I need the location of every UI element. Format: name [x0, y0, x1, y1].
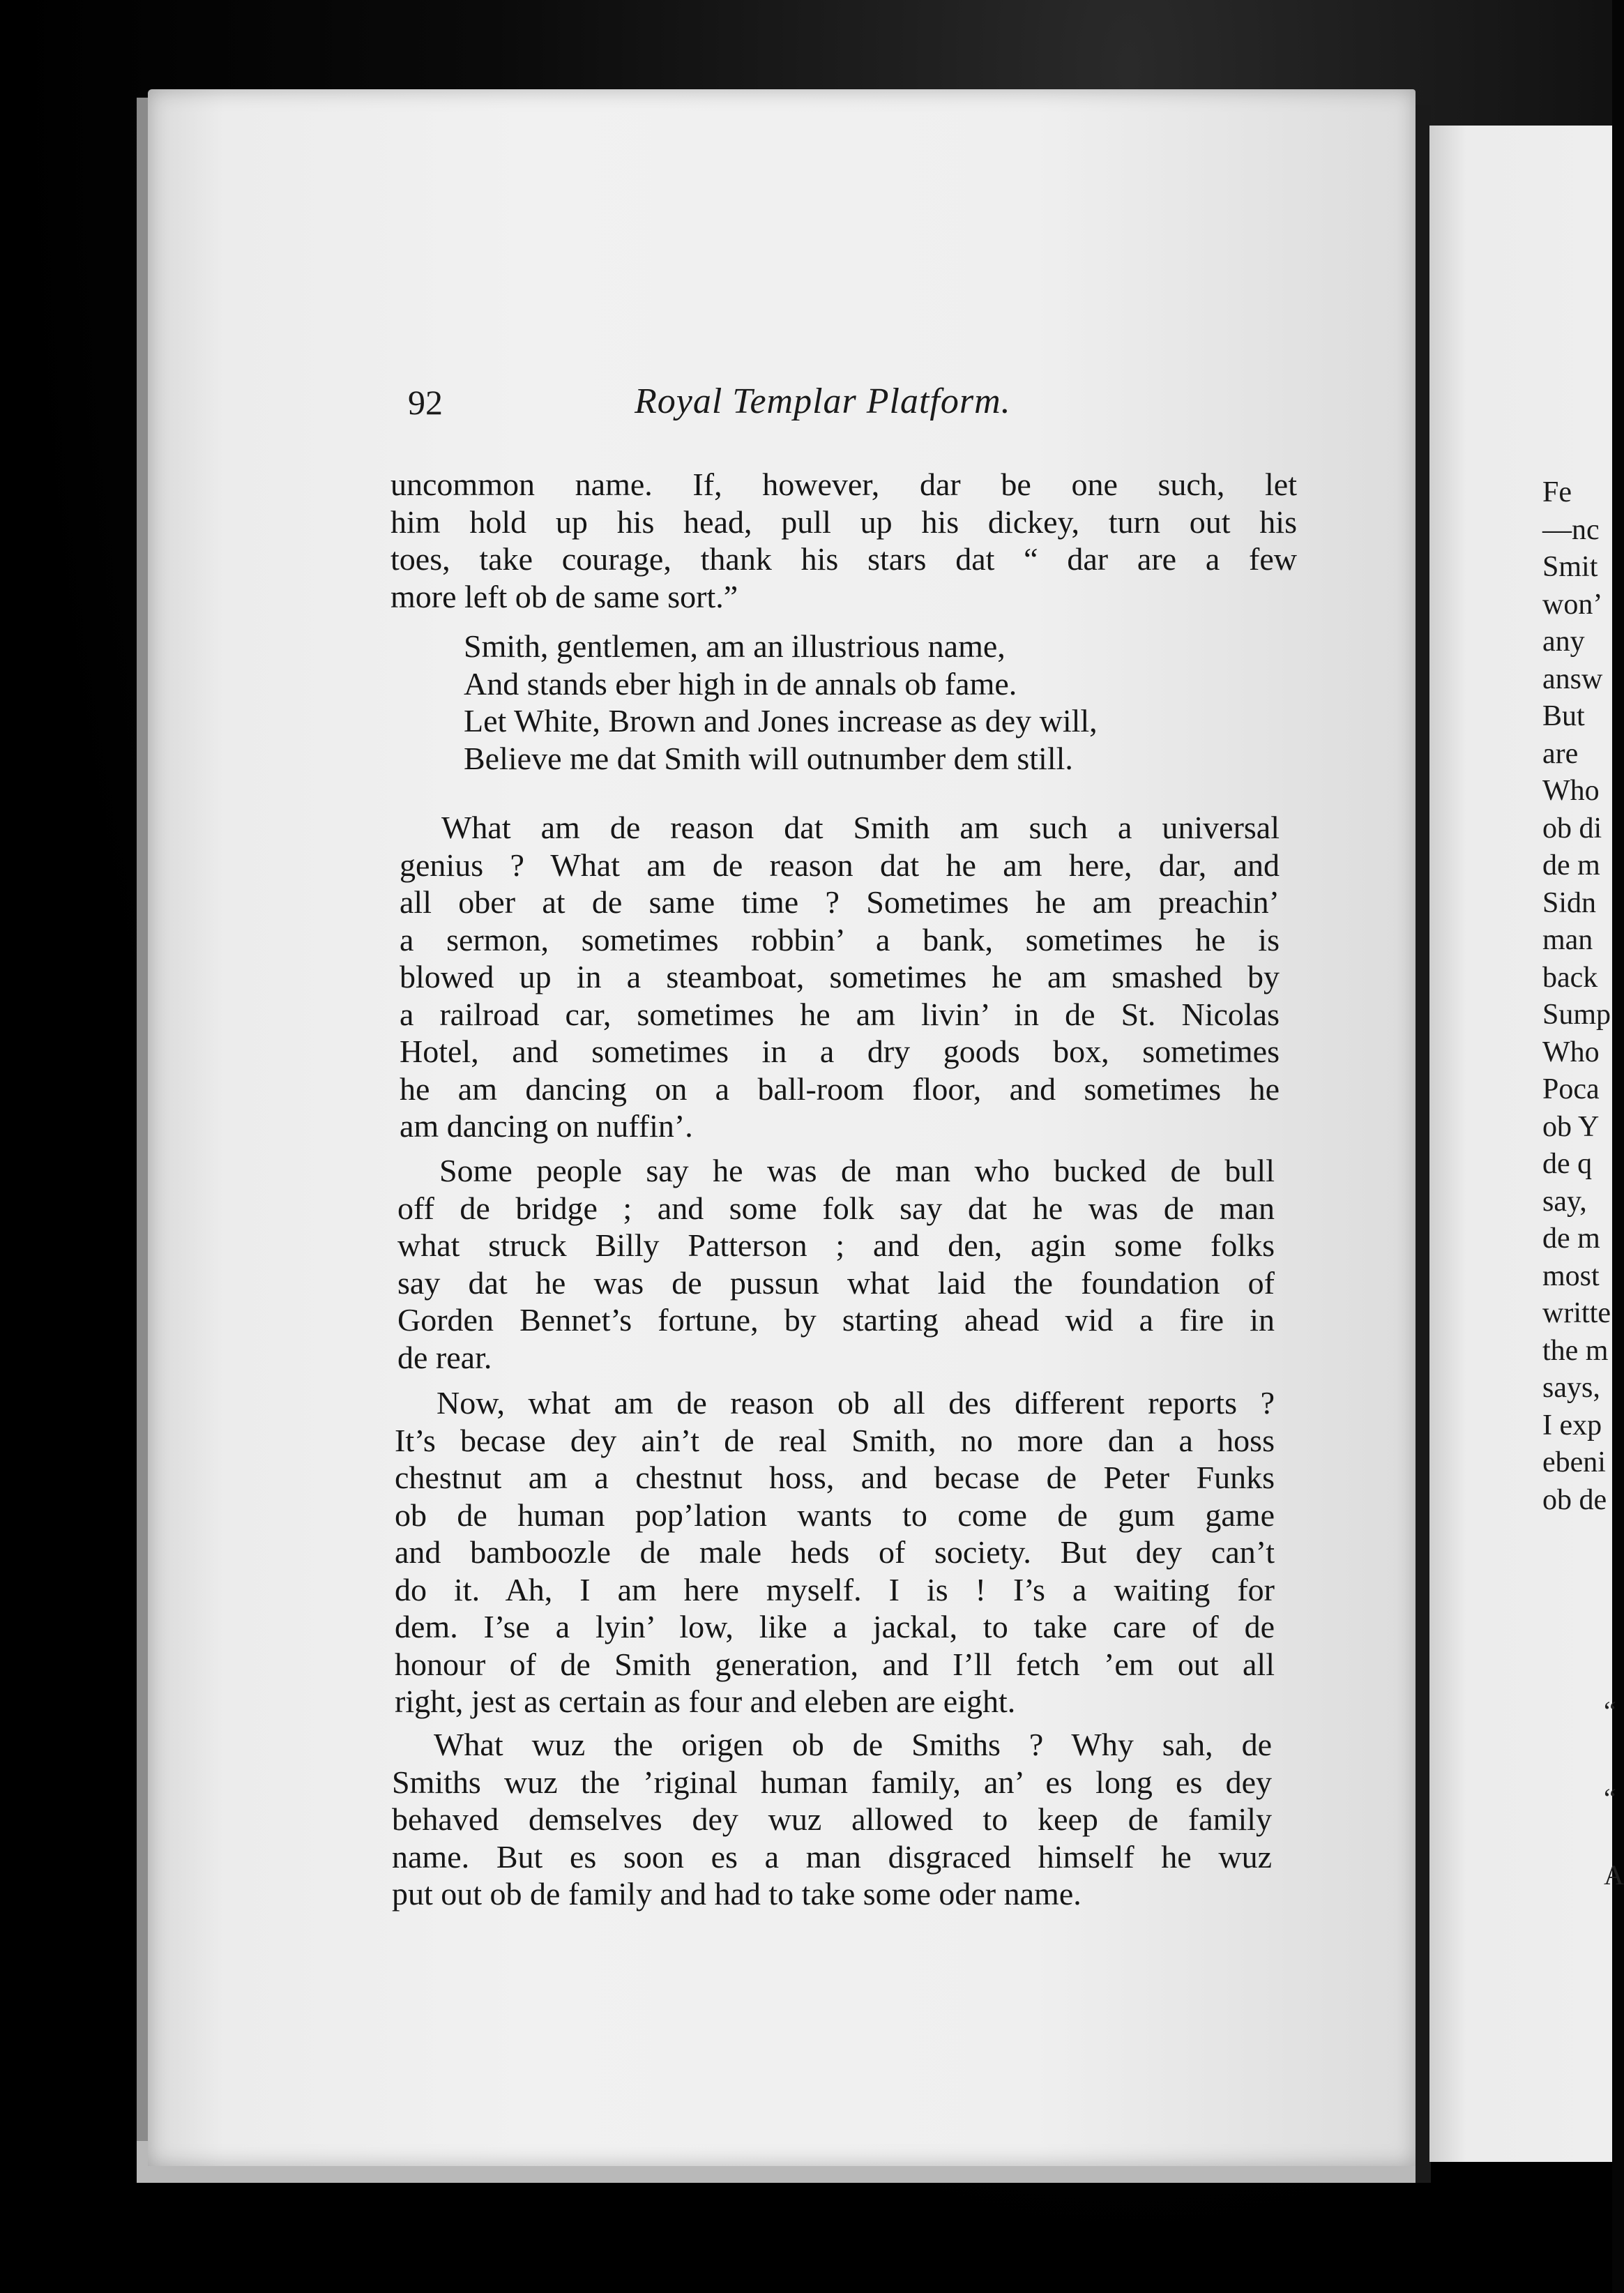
right-page-line: Smit: [1542, 551, 1598, 583]
paragraph-2: [400, 809, 1280, 1145]
text-line: right, jest as certain as four and eleben are eight.: [395, 1683, 1016, 1719]
page-header: [408, 377, 1300, 432]
text-line: him hold up his head, pull up his dickey, turn out his: [390, 504, 1297, 540]
text-line: more left ob de same sort.”: [390, 578, 738, 614]
verse-line: Believe me dat Smith will outnumber dem still.: [464, 740, 1073, 776]
text-line: genius ? What am de reason dat he am here, dar, and: [400, 847, 1280, 883]
right-page-line: But: [1542, 700, 1585, 732]
text-line: say dat he was de pussun what laid the foundation of: [397, 1264, 1275, 1301]
text-line: and bamboozle de male heds of society. But dey can’t: [395, 1534, 1275, 1570]
text-line: a sermon, sometimes robbin’ a bank, sometimes he is: [400, 921, 1280, 958]
right-page-mark: “: [1604, 1783, 1616, 1814]
right-page-line: ob Y: [1542, 1110, 1600, 1143]
verse-line: And stands eber high in de annals ob fame.: [464, 665, 1017, 702]
text-line: toes, take courage, thank his stars dat “ dar are a few: [390, 541, 1297, 577]
text-line: blowed up in a steamboat, sometimes he am smashed by: [400, 959, 1280, 994]
right-page-line: are: [1542, 737, 1579, 770]
right-page-line: any: [1542, 626, 1585, 658]
right-page-line: back: [1542, 961, 1598, 994]
text-line: behaved demselves dey wuz allowed to keep de family: [392, 1801, 1272, 1837]
text-line: all ober at de same time ? Sometimes he am preachin’: [400, 884, 1280, 920]
text-line: chestnut am a chestnut hoss, and becase de Peter Funks: [395, 1460, 1275, 1495]
right-page-line: Fe: [1542, 476, 1572, 508]
right-page-line: says,: [1542, 1372, 1600, 1404]
verse-block: [464, 628, 1266, 777]
text-line: put out ob de family and had to take some oder name.: [392, 1876, 1082, 1912]
text-line: de rear.: [397, 1339, 492, 1375]
text-line: Gorden Bennet’s fortune, by starting ahead wid a fire in: [397, 1302, 1275, 1338]
right-page-line: Sump: [1542, 999, 1611, 1031]
verse-line: Let White, Brown and Jones increase as dey will,: [464, 703, 1098, 739]
paragraph-5: [392, 1726, 1272, 1913]
right-page-mark: A: [1604, 1859, 1624, 1891]
text-line: Hotel, and sometimes in a dry goods box, sometimes: [400, 1034, 1280, 1069]
right-page-text: [1542, 474, 1612, 1519]
text-line: honour of de Smith generation, and I’ll fetch ’em out all: [395, 1646, 1275, 1682]
right-page-line: most: [1542, 1259, 1600, 1292]
running-title: Royal Templar Platform.: [635, 381, 1011, 421]
text-line: ob de human pop’lation wants to come de gum game: [395, 1497, 1275, 1533]
right-page-mark: “: [1604, 1695, 1616, 1727]
text-line: uncommon name. If, however, dar be one such, let: [390, 467, 1297, 502]
right-page-line: de m: [1542, 849, 1600, 881]
book-gutter: [1416, 105, 1431, 2183]
text-line: am dancing on nuffin’.: [400, 1108, 693, 1144]
right-page-line: ebeni: [1542, 1446, 1606, 1478]
text-line: Some people say he was de man who bucked de bull: [439, 1153, 1275, 1188]
text-line: a railroad car, sometimes he am livin’ in de St. Nicolas: [400, 996, 1280, 1032]
right-page-line: Who: [1542, 775, 1600, 807]
text-line: he am dancing on a ball-room floor, and sometimes he: [400, 1070, 1280, 1107]
right-page-line: de m: [1542, 1223, 1600, 1255]
right-page-line: I exp: [1542, 1409, 1602, 1441]
right-page-line: ob de: [1542, 1483, 1607, 1516]
text-line: name. But es soon es a man disgraced himself he wuz: [392, 1838, 1272, 1875]
right-page-line: Poca: [1542, 1073, 1600, 1105]
text-line: It’s becase dey ain’t de real Smith, no more dan a hoss: [395, 1422, 1275, 1458]
text-line: What wuz the origen ob de Smiths ? Why sah, de: [434, 1727, 1272, 1762]
paragraph-1: [390, 466, 1297, 615]
right-page-line: de q: [1542, 1148, 1593, 1180]
text-line: dem. I’se a lyin’ low, like a jackal, to take care of de: [395, 1609, 1275, 1644]
right-page-line: writte: [1542, 1297, 1611, 1329]
right-page-line: man: [1542, 924, 1593, 956]
right-page-line: Who: [1542, 1036, 1600, 1068]
right-page-line: won’: [1542, 588, 1603, 621]
text-line: What am de reason dat Smith am such a universal: [441, 810, 1280, 845]
right-page-line: the m: [1542, 1334, 1609, 1367]
page-number: 92: [408, 383, 443, 422]
text-line: off de bridge ; and some folk say dat he was de man: [397, 1190, 1275, 1226]
text-line: what struck Billy Patterson ; and den, agin some folks: [397, 1227, 1275, 1263]
text-line: Now, what am de reason ob all des different reports ?: [437, 1385, 1275, 1421]
right-page-line: ob di: [1542, 812, 1602, 845]
text-line: do it. Ah, I am here myself. I is ! I’s a waiting for: [395, 1571, 1275, 1607]
text-line: Smiths wuz the ’riginal human family, an’ es long es dey: [392, 1764, 1272, 1800]
verse-line: Smith, gentlemen, am an illustrious name,: [464, 628, 1005, 664]
right-page-line: Sidn: [1542, 886, 1597, 919]
right-page-line: answ: [1542, 663, 1603, 695]
right-page-line: —nc: [1542, 513, 1600, 546]
right-page-line: say,: [1542, 1185, 1587, 1218]
paragraph-3: [397, 1152, 1275, 1376]
paragraph-4: [395, 1384, 1275, 1720]
